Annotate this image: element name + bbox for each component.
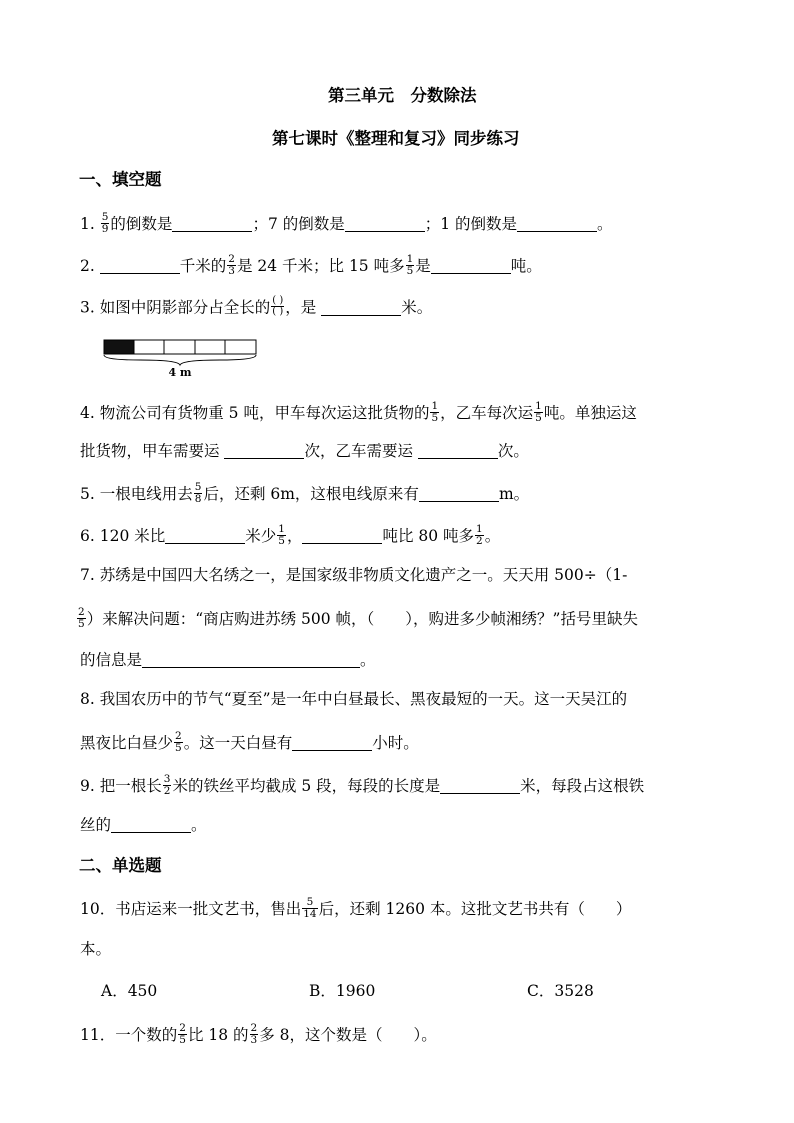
section-fill-blank-title: 一、填空题 (79, 170, 162, 189)
question-7-line-2: $\frac{2}{5}$ ）来解决问题：“商店购进苏绣 500 帧，（ ），购进多少帧湘绣？”括号里缺失 (78, 606, 638, 630)
unit-title: 第三单元 分数除法 (328, 86, 477, 105)
question-number: 10． (80, 900, 116, 918)
fraction: $\frac{5}{9}$ (101, 211, 109, 235)
question-7-line-3: 的信息是 。 (80, 651, 376, 669)
length-label: 4 m (168, 366, 192, 379)
question-10-line-2: 本。 (80, 940, 112, 958)
fraction: $\frac{2}{5}$ (179, 1022, 186, 1046)
question-4-line-2: 批货物，甲车需要运 次，乙车需要运 次。 (80, 442, 529, 460)
question-number: 9. (80, 777, 95, 795)
question-9-line-2: 丝的 。 (80, 816, 207, 834)
fraction: $\frac{1}{2}$ (476, 523, 483, 547)
question-number: 5. (80, 485, 95, 503)
question-10: 10．书店运来一批文艺书，售出 $\frac{5}{14}$ 后，还剩 1260 本。这批文艺书共有（ ） (80, 896, 632, 920)
answer-blank[interactable] (345, 216, 425, 232)
answer-blank[interactable] (224, 443, 304, 459)
fraction: $\frac{5}{14}$ (303, 896, 317, 920)
question-4: 4. 物流公司有货物重 5 吨，甲车每次运这批货物的 $\frac{1}{5}$ ，乙车每次运 $\frac{1}{5}$ 吨。单独运这 (80, 400, 637, 424)
answer-blank[interactable] (431, 258, 511, 274)
question-number: 2. (80, 257, 95, 275)
answer-blank[interactable] (321, 300, 401, 316)
question-7: 7. 苏绣是中国四大名绣之一，是国家级非物质文化遗产之一。天天用 500÷（1- (80, 566, 628, 584)
answer-blank[interactable] (292, 735, 372, 751)
question-number: 1. (80, 215, 95, 233)
question-9: 9. 把一根长 $\frac{3}{2}$ 米的铁丝平均截成 5 段，每段的长度是 米，每段占这根铁 (80, 773, 645, 797)
option-a[interactable]: A．450 (101, 982, 158, 1000)
length-brace (104, 355, 256, 365)
question-8-line-2: 黑夜比白昼少 $\frac{2}{5}$ 。这一天白昼有 小时。 (80, 730, 419, 754)
answer-blank[interactable] (111, 817, 191, 833)
question-number: 6. (80, 527, 95, 545)
answer-blank[interactable] (517, 216, 597, 232)
fraction: $\frac{1}{5}$ (431, 400, 439, 424)
question-5: 5. 一根电线用去 $\frac{5}{8}$ 后，还剩 6m，这根电线原来有 m。 (80, 481, 530, 505)
segment-bar-figure (100, 336, 262, 380)
fraction: $\frac{5}{8}$ (194, 481, 202, 505)
question-number: 4. (80, 404, 95, 422)
fraction: $\frac{2}{5}$ (175, 730, 182, 754)
question-number: 11． (80, 1026, 116, 1044)
answer-blank[interactable] (100, 258, 180, 274)
option-c[interactable]: C．3528 (527, 982, 594, 1000)
answer-blank[interactable] (418, 443, 498, 459)
fraction: $\frac{3}{2}$ (163, 773, 171, 797)
fraction: $\frac{1}{5}$ (406, 253, 414, 277)
fraction: $\frac{2}{3}$ (228, 253, 235, 277)
fraction: $\frac{( )}{( )}$ (272, 295, 284, 317)
question-3: 3. 如图中阴影部分占全长的 $\frac{( )}{( )}$ ，是 米。 (80, 295, 433, 317)
answer-blank[interactable] (165, 528, 245, 544)
fraction: $\frac{2}{3}$ (250, 1022, 258, 1046)
question-8: 8. 我国农历中的节气“夏至”是一年中白昼最长、黑夜最短的一天。这一天吴江的 (80, 690, 628, 708)
fraction: $\frac{1}{5}$ (278, 523, 285, 547)
shaded-segment (104, 340, 134, 354)
answer-blank[interactable] (142, 652, 360, 668)
fraction: $\frac{1}{5}$ (535, 400, 542, 424)
option-b[interactable]: B．1960 (309, 982, 376, 1000)
answer-blank[interactable] (172, 216, 252, 232)
question-number: 7. (80, 566, 95, 584)
answer-blank[interactable] (419, 486, 499, 502)
lesson-title: 第七课时《整理和复习》同步练习 (272, 129, 520, 148)
question-1: 1. $\frac{5}{9}$ 的倒数是 ；7 的倒数是 ；1 的倒数是 。 (80, 211, 613, 235)
question-11: 11．一个数的 $\frac{2}{5}$ 比 18 的 $\frac{2}{3}$ 多 8，这个数是（ ）。 (80, 1022, 437, 1046)
question-number: 3. (80, 298, 95, 317)
fraction: $\frac{2}{5}$ (78, 606, 85, 630)
question-2: 2. 千米的 $\frac{2}{3}$ 是 24 千米；比 15 吨多 $\frac{1}{5}$ 是 吨。 (80, 253, 542, 277)
answer-blank[interactable] (440, 778, 520, 794)
answer-blank[interactable] (302, 528, 382, 544)
question-6: 6. 120 米比 米少 $\frac{1}{5}$ ， 吨比 80 吨多 $\frac{1}{2}$ 。 (80, 523, 501, 547)
question-number: 8. (80, 690, 95, 708)
section-single-choice-title: 二、单选题 (79, 856, 162, 875)
